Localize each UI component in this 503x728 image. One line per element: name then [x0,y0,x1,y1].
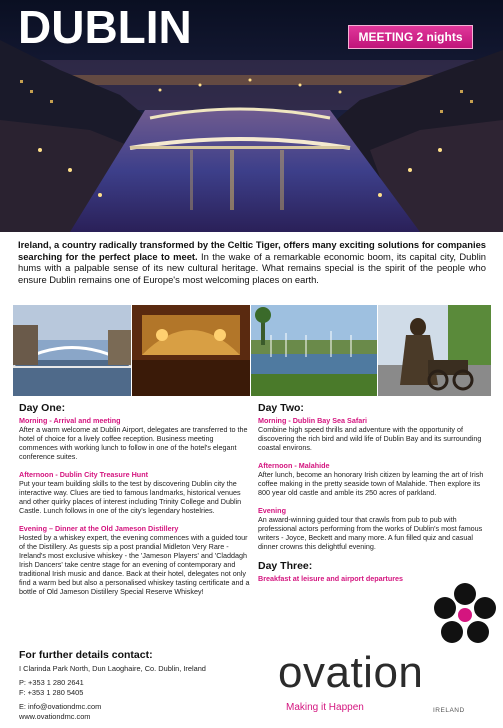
day-one-evening-heading: Evening – Dinner at the Old Jameson Distillery [19,524,179,533]
photo-marina [251,305,377,396]
day-two-morning-heading: Morning - Dublin Bay Sea Safari [258,416,368,425]
photo-molly-malone-statue [378,305,491,396]
meeting-duration-badge: MEETING 2 nights [348,25,473,49]
logo-wordmark: ovation [278,648,424,697]
contact-email-link[interactable]: E: info@ovationdmc.com [19,701,102,711]
day-one-evening-text: Hosted by a whiskey expert, the evening commences with a guided tour of the Distillery. As guests sip a post prandial Midleton Very Rare - Ireland's most exclusive whiskey - the 'Jameson Players' and 'Claddagh Irish Dancers' take centre stage for an evening of contemporary and traditional Irish music and dance. Back at their hotel, delegates not only find a warm bed but also a personalised whiskey tasting certificate and a bottle of Old Jameson Distillery Special Reserve Whiskey! [19,533,250,596]
intro-paragraph [18,239,486,285]
contact-address: I Clarinda Park North, Dun Laoghaire, Co. Dublin, Ireland [19,664,206,673]
intro-body: In the wake of a remarkable economic boom, its capital city, Dublin hums with a palpable sense of its new cultural heritage. What remains special is the spirit of the people who ensure Dublin remains one of Europe's most welcoming places on earth. [18,250,486,285]
contact-website-link[interactable]: www.ovationdmc.com [19,712,91,721]
contact-fax: F: +353 1 280 5405 [19,688,84,697]
logo-region: IRELAND [433,707,465,714]
day-two-afternoon-text: After lunch, become an honorary Irish citizen by learning the art of Irish coffee making in the pretty seaside town of Malahide. Then explore its 800 year old castle and amble its 250 acres of parkland. [258,470,484,497]
day-one-morning-text: After a warm welcome at Dublin Airport, delegates are transferred to the hotel of choice for a lively coffee reception. Business meeting commences with working lunch to follow in one of the hotel's elegant conference suites. [19,425,248,461]
contact-phone: P: +353 1 280 2641 [19,677,84,687]
day-two-evening-heading: Evening [258,506,286,515]
day-one-afternoon-heading: Afternoon - Dublin City Treasure Hunt [19,470,148,479]
contact-block [19,649,269,723]
intro-lead: Ireland, a country radically transformed by the Celtic Tiger, offers many exciting solutions for companies searching for the perfect place to meet. [18,239,486,262]
ovation-logo [278,580,488,720]
day-two-afternoon-heading: Afternoon - Malahide [258,461,330,470]
day-one-title: Day One: [19,402,66,414]
flower-logo-icon [430,580,500,650]
photo-bar-interior [132,305,250,396]
photo-strip [13,305,491,396]
logo-tagline: Making it Happen [286,702,364,713]
day-one-column [19,402,251,605]
day-three-heading: Breakfast at leisure and airport departures [258,574,403,583]
contact-title: For further details contact: [19,649,153,661]
day-two-title: Day Two: [258,402,304,414]
day-two-column [258,402,490,583]
day-three-title: Day Three: [258,560,313,572]
day-one-afternoon-text: Put your team building skills to the test by discovering Dublin city the interactive way. Clues are tied to famous landmarks, historical venues and other quirky places of interest including Trinity College and Dublin Castle. Lunch follows in one of the city's legendary hostelries. [19,479,242,515]
page-title: DUBLIN [18,1,192,53]
day-two-morning-text: Combine high speed thrills and adventure with the opportunity of discovering the rich bird and wild life of Dublin Bay and its surrounding coastal environs. [258,425,482,452]
hero-photo-dublin-night [0,0,503,232]
photo-hapenny-bridge [13,305,131,396]
day-two-evening-text: An award-winning guided tour that crawls from pub to pub with professional actors performing from the works of Dublin's most famous writers - Joyce, Beckett and many more. A fun filled quiz and casual dinner crowns this delightful evening. [258,515,483,551]
day-one-morning-heading: Morning - Arrival and meeting [19,416,121,425]
